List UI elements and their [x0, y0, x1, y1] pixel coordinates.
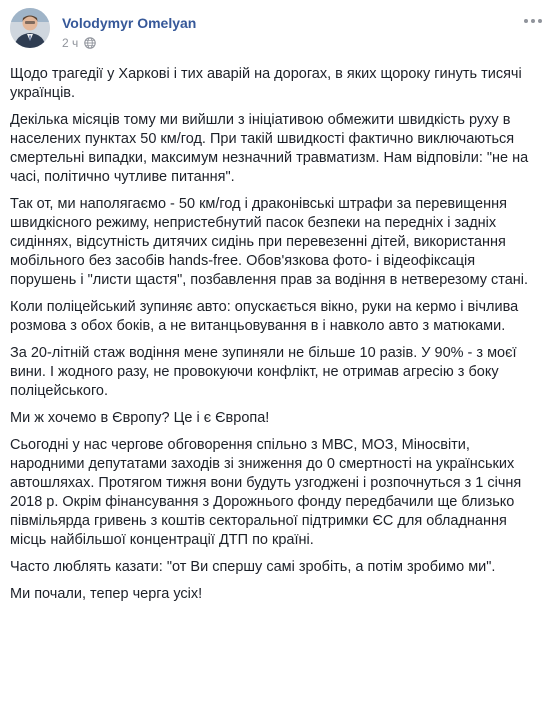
post-paragraph: Сьогодні у нас чергове обговорення спільно з МВС, МОЗ, Міносвіти, народними депутатами заходів зі зниження до 0 смертності на українських автошляхах. Протягом тижня вони будуть узгоджені і розпочнуться з 1 січня 2018 р. Окрім фінансування з Дорожнього фонду передбачили ще близько півмільярда гривень з коштів секторальної підтримки ЄС для обладнання місць найбільшої концентрації ДТП по країні.: [10, 437, 522, 548]
more-dot: [524, 19, 528, 23]
post-paragraph: Часто люблять казати: "от Ви спершу самі зробіть, а потім зробимо ми".: [10, 559, 496, 575]
more-dot: [531, 19, 535, 23]
avatar[interactable]: [10, 8, 50, 48]
globe-icon[interactable]: [84, 37, 96, 49]
more-dot: [538, 19, 542, 23]
more-options-icon[interactable]: [522, 14, 544, 28]
author-name[interactable]: Volodymyr Omelyan: [62, 15, 197, 31]
post-paragraph: Так от, ми наполягаємо - 50 км/год і драконівські штрафи за перевищення швидкісного режиму, непристебнутий пасок безпеки на передніх і задніх сидіннях, відсутність дитячих сидінь при перевезенні дітей, використання мобільного без засобів hands-free. Обов'язкова фото- і відеофіксація порушень і "листи щастя", позбавлення прав за водіння в нетверезому стані.: [10, 196, 529, 288]
post-timestamp[interactable]: 2 ч: [62, 36, 79, 50]
post-paragraph: Коли поліцейський зупиняє авто: опускається вікно, руки на кермо і вічлива розмова з обох боків, а не витанцьовування в і навколо авто з матюками.: [10, 299, 519, 334]
post-paragraph: Ми ж хочемо в Європу? Це і є Європа!: [10, 410, 270, 426]
post-header: [10, 8, 544, 60]
post-paragraph: Декілька місяців тому ми вийшли з ініціативою обмежити швидкість руху в населених пунктах 50 км/год. При такій швидкості фактично виключаються смертельні випадки, максимум незначний травматизм. Нам відповіли: "не на часі, політично чутливе питання".: [10, 112, 529, 185]
post-paragraph: За 20-літній стаж водіння мене зупиняли не більше 10 разів. У 90% - з моєї вини. І жодного разу, не провокуючи конфлікт, не отримав агресію з боку поліцейського.: [10, 345, 517, 399]
post-paragraph: Щодо трагедії у Харкові і тих аварій на дорогах, в яких щороку гинуть тисячі українців.: [10, 66, 522, 101]
avatar-image: [10, 8, 50, 48]
post-paragraph: Ми почали, тепер черга усіх!: [10, 586, 203, 602]
post-body: [10, 65, 544, 612]
post-meta: [62, 36, 96, 50]
